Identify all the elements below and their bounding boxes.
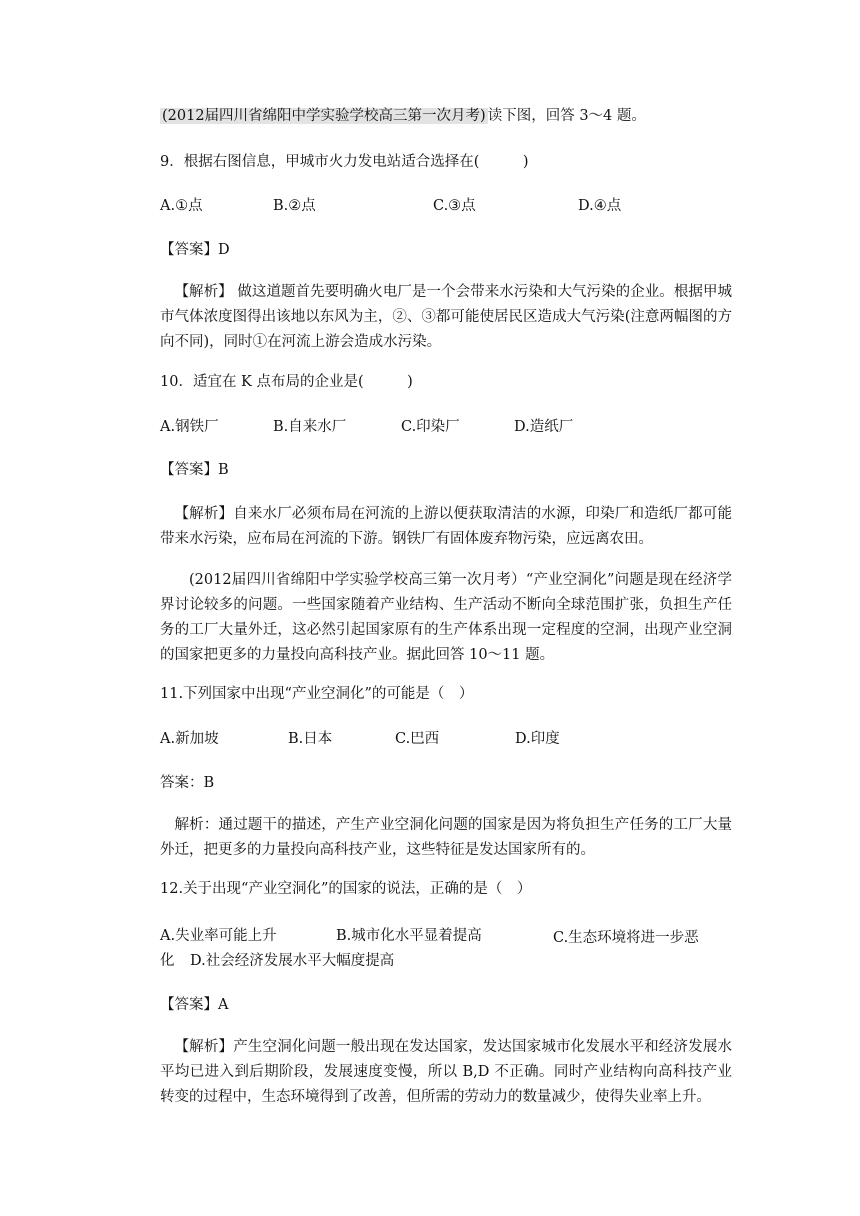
q12-option-d: D.社会经济发展水平大幅度提高 bbox=[190, 953, 395, 969]
q9-option-c: C.③点 bbox=[433, 198, 476, 214]
q10-answer: 【答案】B bbox=[160, 462, 229, 478]
q12-option-c: C.生态环境将进一步恶 bbox=[553, 930, 699, 946]
q9-option-d: D.④点 bbox=[578, 198, 622, 214]
intro-instruction: 读下图，回答 3～4 题。 bbox=[487, 108, 646, 124]
q10-option-d: D.造纸厂 bbox=[514, 419, 574, 435]
q10-option-c: C.印染厂 bbox=[401, 419, 460, 435]
q11-analysis: 解析：通过题干的描述，产生产业空洞化问题的国家是因为将负担生产任务的工厂大量外迁，把更多的力量投向高科技产业，这些特征是发达国家所有的。 bbox=[160, 817, 732, 858]
q12-analysis: 【解析】产生空洞化问题一般出现在发达国家，发达国家城市化发展水平和经济发展水平均已进入到后期阶段，发展速度变慢，所以 B,D 不正确。同时产业结构向高科技产业转变的过程中，生态环境得到了改善，但所需的劳动力的数量减少，使得失业率上升。 bbox=[160, 1039, 732, 1105]
q12-answer: 【答案】A bbox=[160, 997, 229, 1013]
q12-option-b: B.城市化水平显着提高 bbox=[336, 928, 482, 944]
q9-option-b: B.②点 bbox=[273, 198, 316, 214]
q9-option-a: A.①点 bbox=[160, 198, 203, 214]
q11-option-b: B.日本 bbox=[288, 731, 333, 747]
q12-option-a: A.失业率可能上升 bbox=[160, 928, 277, 944]
source-highlight: (2012届四川省绵阳中学实验学校高三第一次月考) bbox=[162, 108, 486, 124]
question-11-stem: 11.下列国家中出现“产业空洞化”的可能是（ ） bbox=[160, 686, 474, 702]
q12-option-c-wrap: 化 bbox=[160, 953, 175, 969]
question-12-stem: 12.关于出现“产业空洞化”的国家的说法，正确的是（ ） bbox=[160, 881, 532, 897]
q11-option-c: C.巴西 bbox=[395, 731, 440, 747]
q11-answer: 答案：B bbox=[160, 775, 215, 791]
q11-option-d: D.印度 bbox=[515, 731, 560, 747]
q9-analysis: 【解析】 做这道题首先要明确火电厂是一个会带来水污染和大气污染的企业。根据甲城市气体浓度图得出该地以东风为主，②、③都可能使居民区造成大气污染(注意两幅图的方向不同)，同时①在河流上游会造成水污染。 bbox=[160, 284, 732, 350]
question-9-stem: 9．根据右图信息，甲城市火力发电站适合选择在( ) bbox=[160, 154, 529, 170]
intro-source-line bbox=[160, 106, 646, 126]
question-10-stem: 10．适宜在 K 点布局的企业是( ) bbox=[160, 374, 413, 390]
q10-analysis: 【解析】自来水厂必须布局在河流的上游以便获取清洁的水源，印染厂和造纸厂都可能带来水污染，应布局在河流的下游。钢铁厂有固体废弃物污染，应远离农田。 bbox=[160, 506, 732, 547]
q10-option-b: B.自来水厂 bbox=[273, 419, 347, 435]
q10-option-a: A.钢铁厂 bbox=[160, 419, 219, 435]
q11-option-a: A.新加坡 bbox=[160, 731, 219, 747]
q9-answer: 【答案】D bbox=[160, 242, 230, 258]
intro-2-passage: (2012届四川省绵阳中学实验学校高三第一次月考）“产业空洞化”问题是现在经济学界讨论较多的问题。一些国家随着产业结构、生产活动不断向全球范围扩张，负担生产任务的工厂大量外迁，这必然引起国家原有的生产体系出现一定程度的空洞，出现产业空洞的国家把更多的力量投向高科技产业。据此回答 10～11 题。 bbox=[160, 572, 732, 663]
